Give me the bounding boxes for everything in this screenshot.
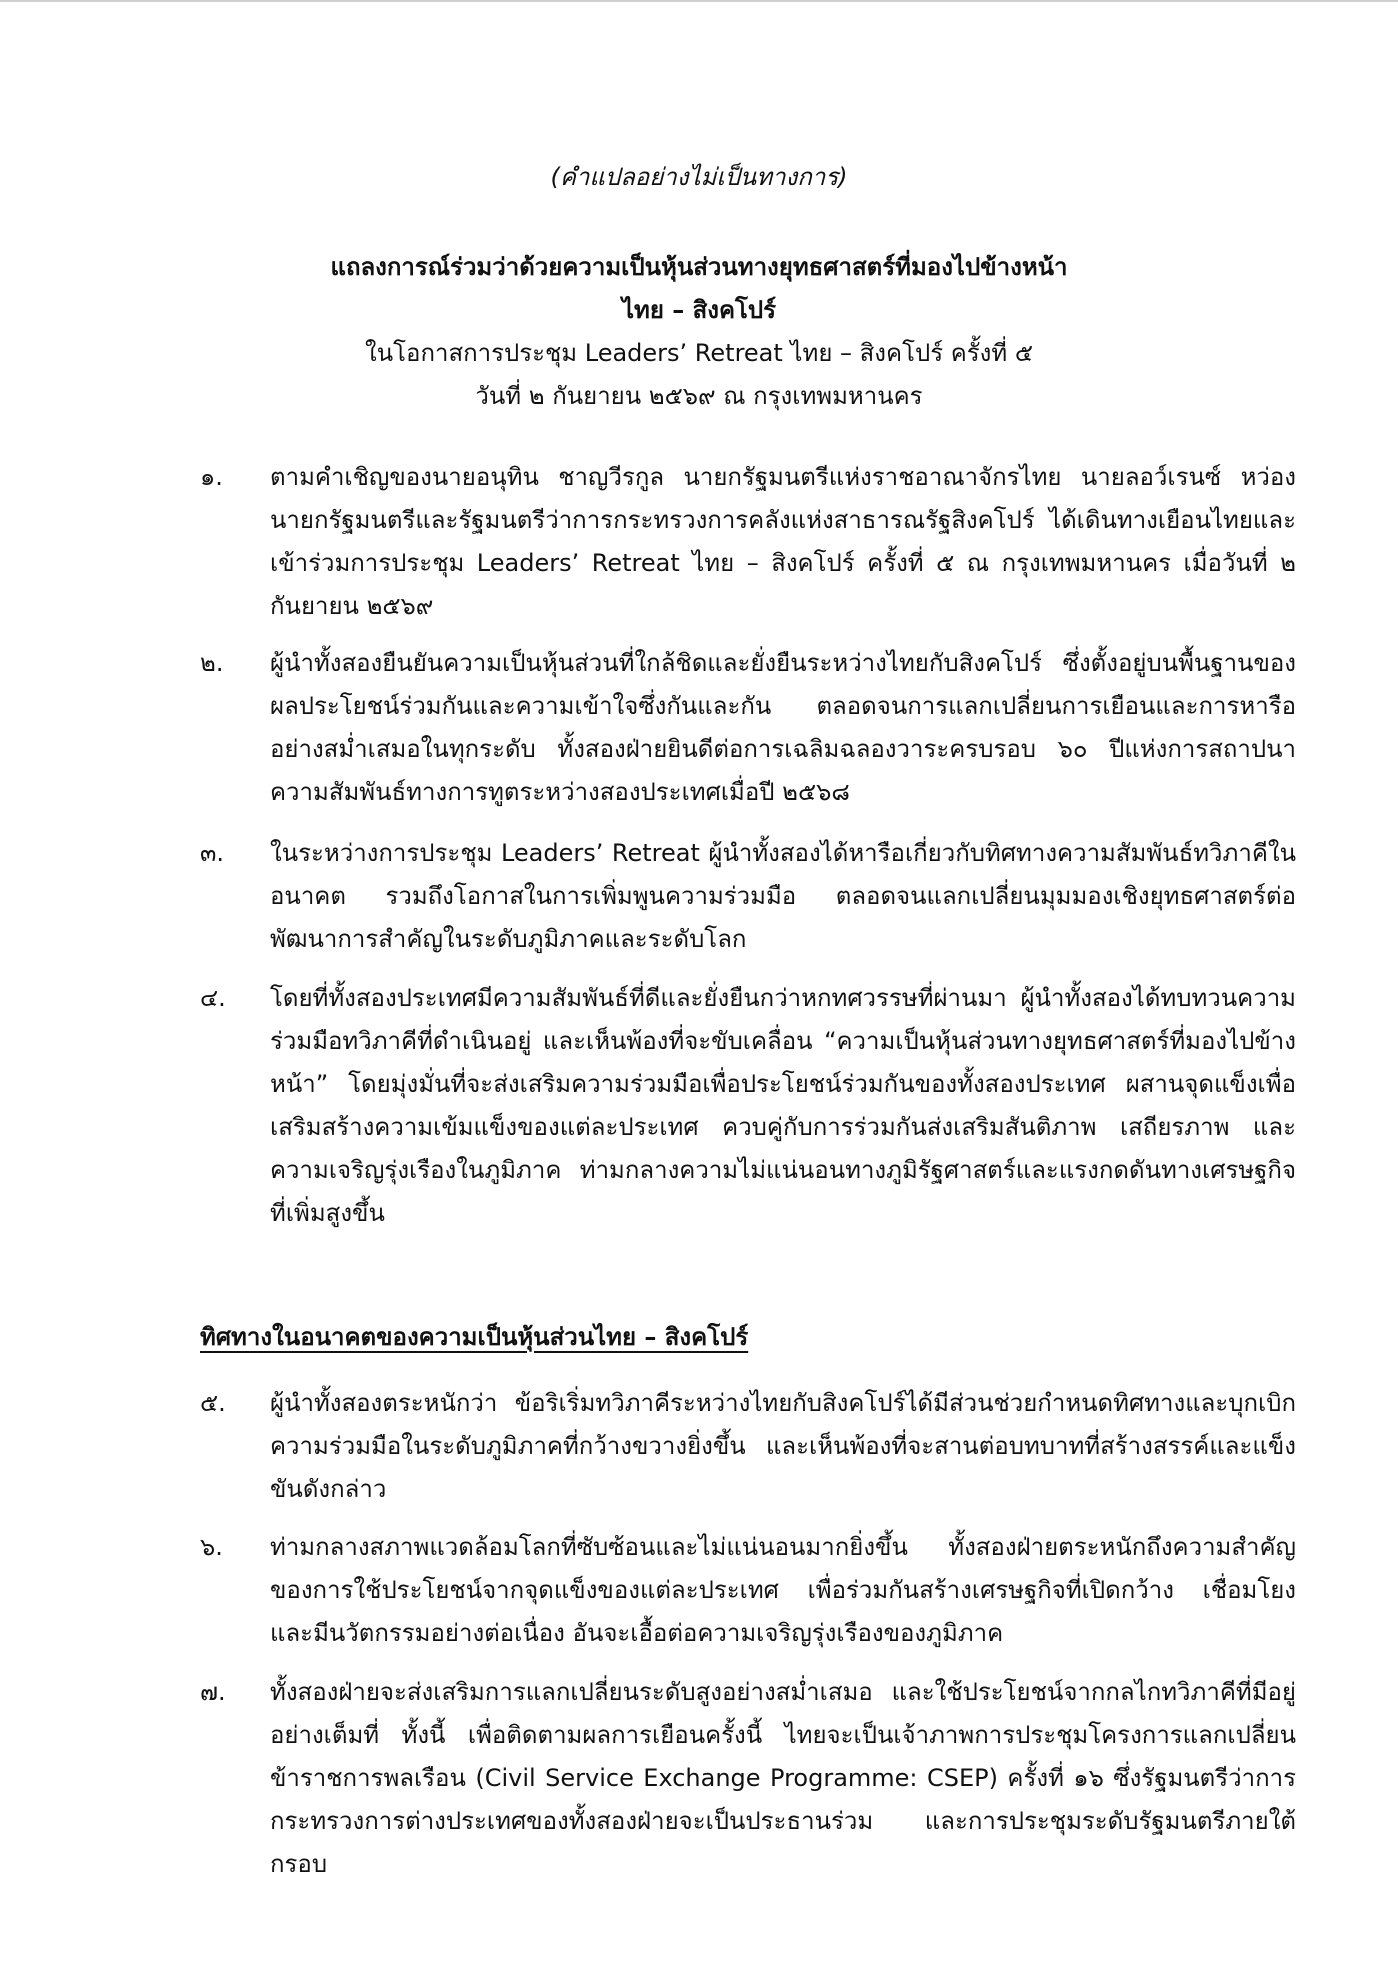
paragraph-text: ในระหว่างการประชุม Leaders’ Retreat ผู้นำทั้งสองได้หารือเกี่ยวกับทิศทางความสัมพันธ์ทวิภาคีในอนาคต รวมถึงโอกาสในการเพิ่มพูนความร่วมมือ ตลอดจนแลกเปลี่ยนมุมมองเชิงยุทธศาสตร์ต่อพัฒนาการสำคัญในระดับภูมิภาคและระดับโลก (270, 839, 1296, 953)
paragraph-text: ทั้งสองฝ่ายจะส่งเสริมการแลกเปลี่ยนระดับสูงอย่างสม่ำเสมอ และใช้ประโยชน์จากกลไกทวิภาคีที่มีอยู่อย่างเต็มที่ ทั้งนี้ เพื่อติดตามผลการเยือนครั้งนี้ ไทยจะเป็นเจ้าภาพการประชุมโครงการแลกเปลี่ยนข้าราชการพลเรือน (Civil Service Exchange Programme: CSEP) ครั้งที่ ๑๖ ซึ่งรัฐมนตรีว่าการกระทรวงการต่างประเทศของทั้งสองฝ่ายจะเป็นประธานร่วม และการประชุมระดับรัฐมนตรีภายใต้กรอบ (270, 1678, 1296, 1878)
unofficial-translation-note: (คำแปลอย่างไม่เป็นทางการ) (550, 163, 848, 191)
paragraph-number: ๓. (200, 839, 225, 867)
paragraph-number: ๖. (200, 1533, 223, 1561)
document-subtitle-line-1: ในโอกาสการประชุม Leaders’ Retreat ไทย – สิงคโปร์ ครั้งที่ ๕ (365, 339, 1033, 367)
paragraph-text: ผู้นำทั้งสองตระหนักว่า ข้อริเริ่มทวิภาคีระหว่างไทยกับสิงคโปร์ได้มีส่วนช่วยกำหนดทิศทางและบุกเบิกความร่วมมือในระดับภูมิภาคที่กว้างขวางยิ่งขึ้น และเห็นพ้องที่จะสานต่อบทบาทที่สร้างสรรค์และแข็งขันดังกล่าว (270, 1389, 1296, 1503)
paragraph-number: ๕. (200, 1389, 226, 1417)
paragraph-number: ๔. (200, 984, 226, 1012)
paragraph-text: ตามคำเชิญของนายอนุทิน ชาญวีรกูล นายกรัฐมนตรีแห่งราชอาณาจักรไทย นายลอว์เรนซ์ หว่อง นายกรัฐมนตรีและรัฐมนตรีว่าการกระทรวงการคลังแห่งสาธารณรัฐสิงคโปร์ ได้เดินทางเยือนไทยและเข้าร่วมการประชุม Leaders’ Retreat ไทย – สิงคโปร์ ครั้งที่ ๕ ณ กรุงเทพมหานคร เมื่อวันที่ ๒ กันยายน ๒๕๖๙ (270, 463, 1296, 620)
paragraph-number: ๑. (200, 463, 223, 491)
paragraph-number: ๒. (200, 649, 224, 677)
document-subtitle-line-2: วันที่ ๒ กันยายน ๒๕๖๙ ณ กรุงเทพมหานคร (475, 382, 923, 410)
paragraph-text: ท่ามกลางสภาพแวดล้อมโลกที่ซับซ้อนและไม่แน่นอนมากยิ่งขึ้น ทั้งสองฝ่ายตระหนักถึงความสำคัญของการใช้ประโยชน์จากจุดแข็งของแต่ละประเทศ เพื่อร่วมกันสร้างเศรษฐกิจที่เปิดกว้าง เชื่อมโยง และมีนวัตกรรมอย่างต่อเนื่อง อันจะเอื้อต่อความเจริญรุ่งเรืองของภูมิภาค (270, 1533, 1296, 1647)
document-title-line-1: แถลงการณ์ร่วมว่าด้วยความเป็นหุ้นส่วนทางยุทธศาสตร์ที่มองไปข้างหน้า (330, 253, 1068, 281)
document-title-line-2: ไทย – สิงคโปร์ (621, 296, 777, 324)
paragraph-number: ๗. (200, 1678, 226, 1706)
paragraph-text: ผู้นำทั้งสองยืนยันความเป็นหุ้นส่วนที่ใกล้ชิดและยั่งยืนระหว่างไทยกับสิงคโปร์ ซึ่งตั้งอยู่บนพื้นฐานของผลประโยชน์ร่วมกันและความเข้าใจซึ่งกันและกัน ตลอดจนการแลกเปลี่ยนการเยือนและการหารืออย่างสม่ำเสมอในทุกระดับ ทั้งสองฝ่ายยินดีต่อการเฉลิมฉลองวาระครบรอบ ๖๐ ปีแห่งการสถาปนาความสัมพันธ์ทางการทูตระหว่างสองประเทศเมื่อปี ๒๕๖๘ (270, 649, 1296, 806)
section-heading-future-direction: ทิศทางในอนาคตของความเป็นหุ้นส่วนไทย – สิงคโปร์ (200, 1323, 749, 1351)
paragraph-text: โดยที่ทั้งสองประเทศมีความสัมพันธ์ที่ดีและยั่งยืนกว่าหกทศวรรษที่ผ่านมา ผู้นำทั้งสองได้ทบทวนความร่วมมือทวิภาคีที่ดำเนินอยู่ และเห็นพ้องที่จะขับเคลื่อน “ความเป็นหุ้นส่วนทางยุทธศาสตร์ที่มองไปข้างหน้า” โดยมุ่งมั่นที่จะส่งเสริมความร่วมมือเพื่อประโยชน์ร่วมกันของทั้งสองประเทศ ผสานจุดแข็งเพื่อเสริมสร้างความเข้มแข็งของแต่ละประเทศ ควบคู่กับการร่วมกันส่งเสริมสันติภาพ เสถียรภาพ และความเจริญรุ่งเรืองในภูมิภาค ท่ามกลางความไม่แน่นอนทางภูมิรัฐศาสตร์และแรงกดดันทางเศรษฐกิจที่เพิ่มสูงขึ้น (270, 984, 1296, 1227)
document-header (0, 246, 1398, 418)
